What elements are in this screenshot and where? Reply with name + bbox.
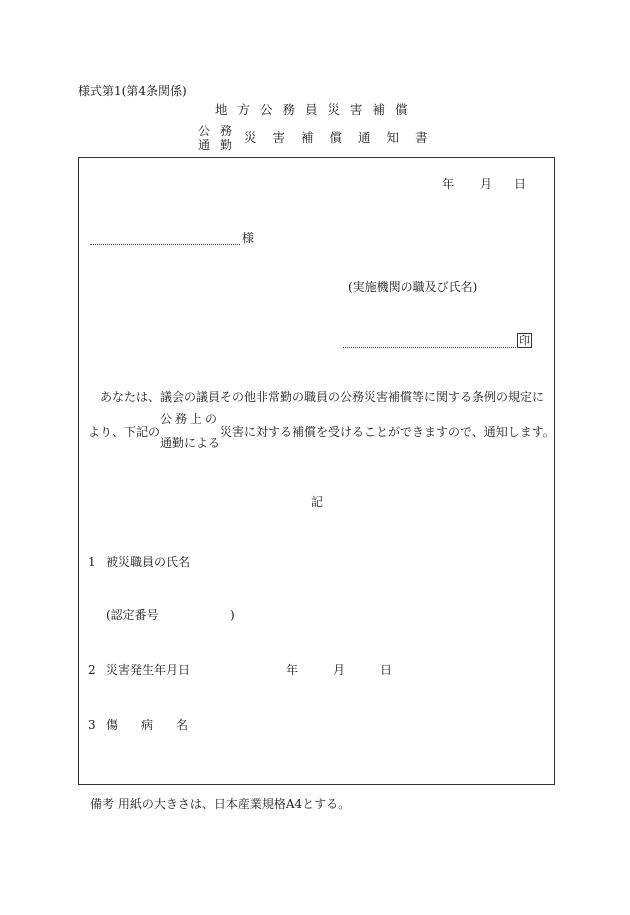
- body-line1: あなたは、議会の議員その他非常勤の職員の公務災害補償等に関する条例の規定に: [100, 390, 545, 404]
- recipient-name-line: [90, 244, 240, 245]
- item1-label: 被災職員の氏名: [106, 555, 191, 569]
- date-year: 年: [442, 177, 455, 191]
- body-stack-bottom: 通勤による: [160, 436, 221, 450]
- ki-heading: 記: [311, 495, 324, 509]
- item2-label: 災害発生年月日: [106, 663, 191, 677]
- item2-month: 月: [333, 663, 346, 677]
- title-stack-top: 公務: [198, 124, 243, 138]
- title-stack-bottom: 通勤: [198, 138, 243, 152]
- body-line2-prefix: より、下記の: [88, 425, 161, 439]
- item1-number: 1: [88, 555, 96, 569]
- body-stack-top: 公務上の: [160, 412, 221, 426]
- document-title-line1: 地方公務員災害補償: [215, 102, 418, 117]
- form-number: 様式第1(第4条関係): [78, 84, 187, 98]
- cert-number-close: ): [230, 608, 235, 622]
- item3-label: 傷病名: [106, 718, 212, 732]
- body-line2-suffix: 災害に対する補償を受けることができますので、通知します。: [220, 425, 555, 439]
- item2-year: 年: [286, 663, 299, 677]
- cert-number-open: (認定番号: [106, 608, 159, 622]
- item3-number: 3: [88, 718, 96, 732]
- item2-number: 2: [88, 663, 96, 677]
- issuer-name-line: [343, 347, 516, 348]
- item2-day: 日: [380, 663, 393, 677]
- date-day: 日: [514, 177, 527, 191]
- footer-note: 備考 用紙の大きさは、日本産業規格A4とする。: [90, 797, 351, 811]
- date-month: 月: [480, 177, 493, 191]
- document-title-line2: 災害補償通知書: [244, 130, 444, 145]
- form-box: [78, 157, 555, 785]
- seal-mark: 印: [519, 334, 530, 347]
- issuer-label: (実施機関の職及び氏名): [348, 280, 478, 294]
- recipient-honorific: 様: [242, 231, 255, 245]
